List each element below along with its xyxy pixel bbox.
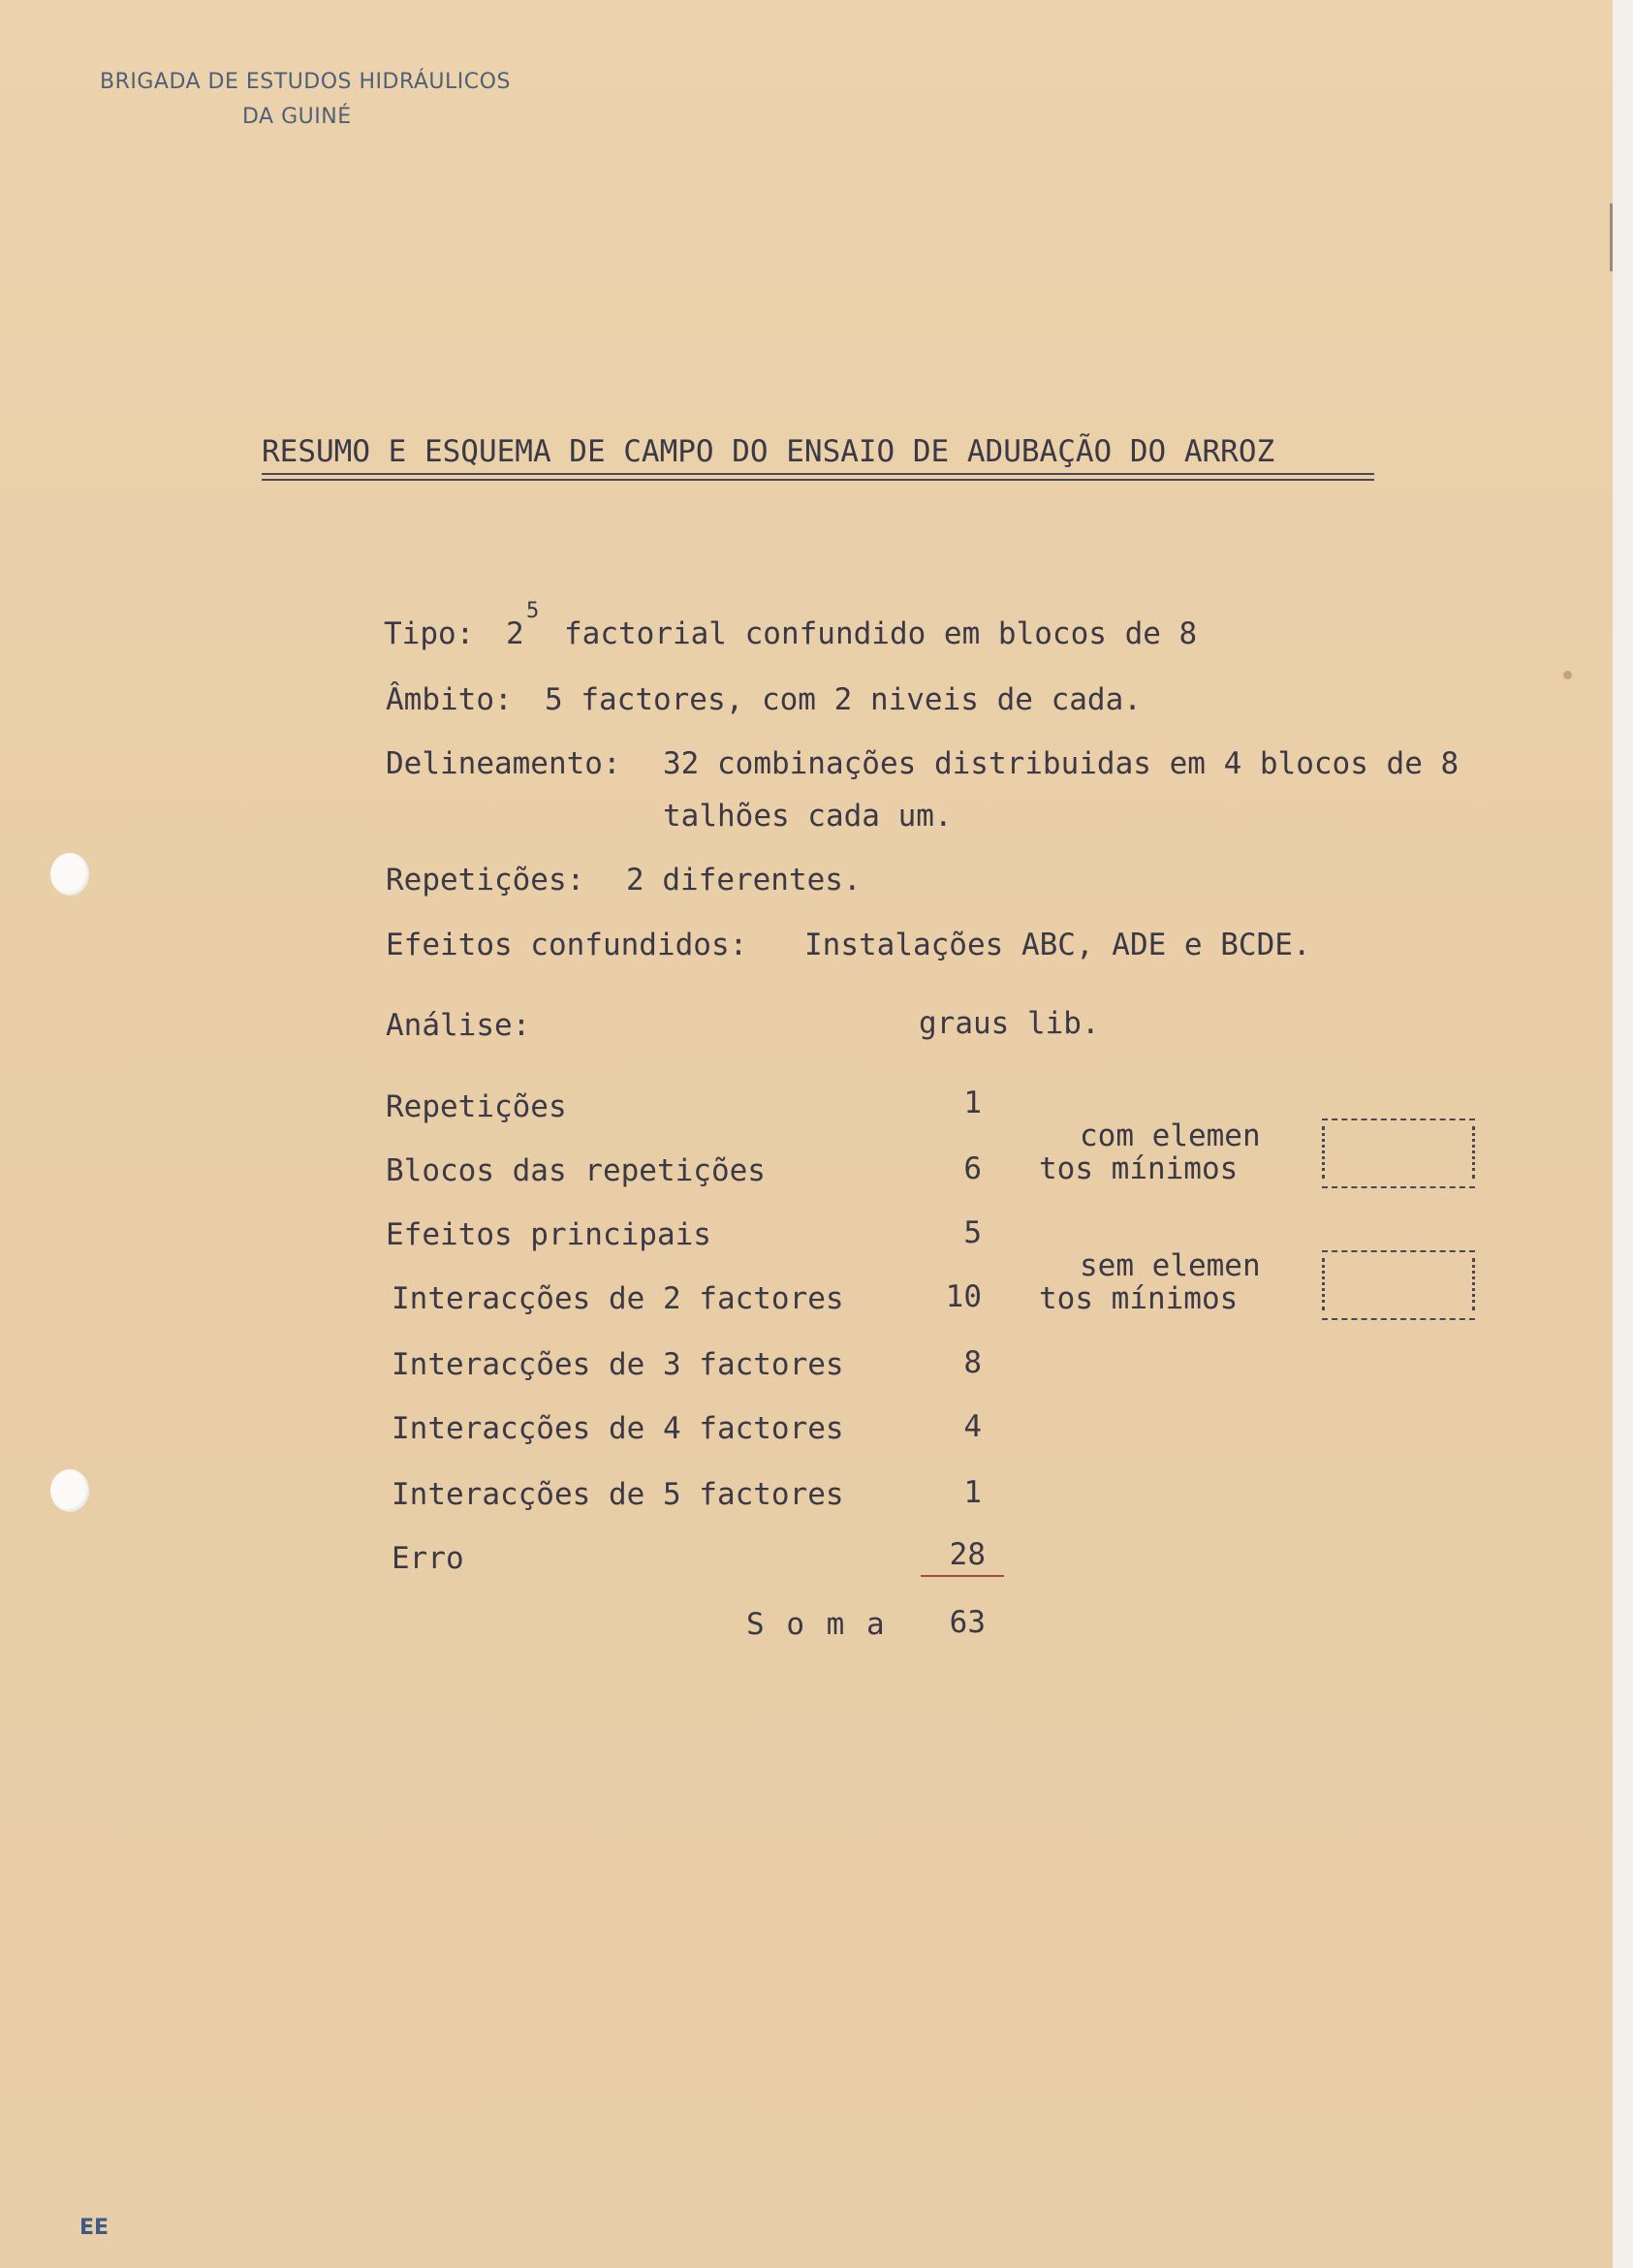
- punch-hole-top: [50, 853, 89, 896]
- document-title: RESUMO E ESQUEMA DE CAMPO DO ENSAIO DE ADUBAÇÃO DO ARROZ: [262, 434, 1275, 469]
- letterhead-line1: BRIGADA DE ESTUDOS HIDRÁULICOS: [100, 70, 511, 94]
- paper-spot: [1563, 671, 1572, 679]
- table-row-label: Blocos das repetições: [386, 1153, 766, 1188]
- table-row-label: Interacções de 5 factores: [392, 1477, 844, 1512]
- letterhead-line2: DA GUINÉ: [242, 105, 352, 129]
- repeticoes-label: Repetições:: [386, 863, 585, 898]
- table-row-label: Erro: [392, 1541, 464, 1576]
- delineamento-label: Delineamento:: [386, 746, 621, 781]
- table-row-value: 5: [963, 1215, 982, 1250]
- total-value: 63: [949, 1605, 986, 1640]
- table-row-label: Efeitos principais: [386, 1217, 711, 1252]
- table-row-value: 6: [963, 1151, 982, 1186]
- table-row-value: 8: [963, 1345, 982, 1380]
- tipo-text: factorial confundido em blocos de 8: [564, 616, 1198, 651]
- efeitos-text: Instalações ABC, ADE e BCDE.: [804, 928, 1311, 962]
- table-row-label: Interacções de 4 factores: [392, 1411, 844, 1446]
- table-row-label: Repetições: [386, 1089, 567, 1124]
- tipo-exponent: 5: [526, 599, 540, 623]
- ambito-text: 5 factores, com 2 niveis de cada.: [545, 682, 1142, 717]
- tipo-base: 2: [506, 616, 524, 651]
- ambito-label: Âmbito:: [386, 682, 513, 717]
- efeitos-label: Efeitos confundidos:: [386, 928, 748, 962]
- paper-mark: [1610, 204, 1613, 271]
- total-label: S o m a: [746, 1607, 887, 1642]
- title-underline: [262, 473, 1374, 475]
- delineamento-line2: talhões cada um.: [663, 799, 953, 834]
- legend-box-sem: [1322, 1250, 1475, 1320]
- paper-edge: [1613, 0, 1633, 2268]
- table-row-label: Interacções de 2 factores: [392, 1281, 844, 1316]
- legend-box-com: [1322, 1118, 1475, 1188]
- analise-label: Análise:: [386, 1008, 531, 1043]
- table-row-value: 28: [949, 1537, 986, 1572]
- table-row-label: Interacções de 3 factores: [392, 1347, 844, 1382]
- footer-stamp: EE: [79, 2216, 110, 2240]
- table-row-value: 1: [963, 1086, 982, 1120]
- legend-com-line1: com elemen: [1080, 1118, 1261, 1153]
- table-row-value: 10: [945, 1279, 982, 1314]
- repeticoes-text: 2 diferentes.: [626, 863, 862, 898]
- analise-column-header: graus lib.: [919, 1006, 1100, 1041]
- punch-hole-bottom: [50, 1469, 89, 1512]
- legend-sem-line2: tos mínimos: [1039, 1281, 1239, 1316]
- legend-com-line2: tos mínimos: [1039, 1151, 1239, 1186]
- delineamento-line1: 32 combinações distribuidas em 4 blocos de 8: [663, 746, 1460, 781]
- title-double-underline: [262, 479, 1374, 481]
- legend-sem-line1: sem elemen: [1080, 1248, 1261, 1283]
- table-row-value: 4: [963, 1409, 982, 1444]
- tipo-label: Tipo:: [384, 616, 475, 651]
- table-row-value: 1: [963, 1475, 982, 1510]
- total-underline: [921, 1575, 1004, 1577]
